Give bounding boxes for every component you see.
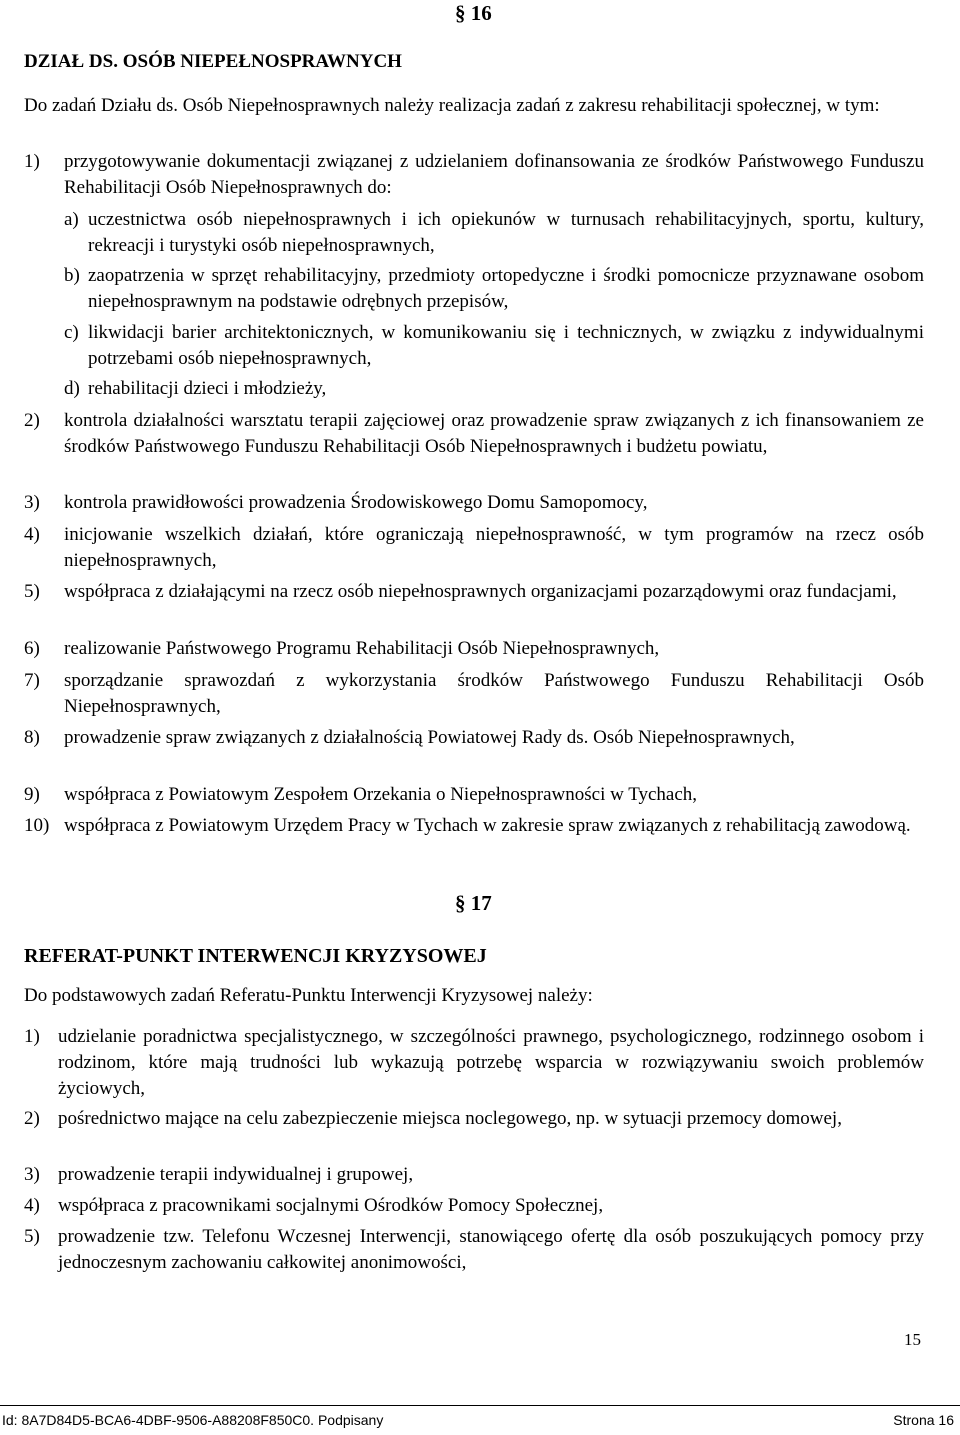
item-text: współpraca z Powiatowym Zespołem Orzekania o Niepełnosprawności w Tychach, — [64, 784, 698, 805]
list-item — [24, 636, 924, 662]
section-16-intro: Do zadań Działu ds. Osób Niepełnosprawnych należy realizacja zadań z zakresu rehabilitacji społecznej, w tym: — [24, 95, 880, 116]
page-number: 15 — [904, 1330, 921, 1349]
sub-list-item — [64, 263, 924, 315]
list-item — [24, 490, 924, 516]
item-number: 5) — [24, 581, 40, 602]
sub-list-item — [64, 320, 924, 372]
item-number: 5) — [24, 1226, 40, 1247]
list-item — [24, 813, 924, 839]
list-item — [24, 522, 924, 574]
item-number: 6) — [24, 638, 40, 659]
item-text: realizowanie Państwowego Programu Rehabilitacji Osób Niepełnosprawnych, — [64, 638, 660, 659]
item-number: 4) — [24, 524, 40, 545]
sub-item-letter: a) — [64, 209, 79, 230]
item-number: 2) — [24, 1108, 40, 1129]
section-16-heading: DZIAŁ DS. OSÓB NIEPEŁNOSPRAWNYCH — [24, 51, 402, 72]
item-text: prowadzenie terapii indywidualnej i grupowej, — [58, 1164, 414, 1185]
list-item — [24, 1193, 924, 1219]
list-item — [24, 668, 924, 720]
list-item — [24, 149, 924, 201]
item-text: udzielanie poradnictwa specjalistycznego, w szczególności prawnego, psychologicznego, rodzinnego osobom i rodzinom, które mają trudności lub wykazują potrzebę wsparcia w rozwiązywaniu swoich problemów życiowych, — [58, 1026, 924, 1099]
list-item — [24, 408, 924, 460]
section-17-symbol: § 17 — [455, 891, 492, 915]
sub-item-text: likwidacji barier architektonicznych, w komunikowaniu się i technicznych, w związku z indywidualnymi potrzebami osób niepełnosprawnych, — [88, 322, 924, 369]
item-text: prowadzenie spraw związanych z działalnością Powiatowej Rady ds. Osób Niepełnosprawnych, — [64, 727, 795, 748]
item-text: kontrola prawidłowości prowadzenia Środowiskowego Domu Samopomocy, — [64, 492, 648, 513]
footer-id: Id: 8A7D84D5-BCA6-4DBF-9506-A88208F850C0. Podpisany — [2, 1412, 384, 1428]
item-text: inicjowanie wszelkich działań, które ograniczają niepełnosprawność, w tym programów na rzecz osób niepełnosprawnych, — [64, 524, 924, 571]
item-number: 1) — [24, 1026, 40, 1047]
sub-item-letter: c) — [64, 322, 79, 343]
list-item — [24, 579, 924, 605]
item-text: sporządzanie sprawozdań z wykorzystania środków Państwowego Funduszu Rehabilitacji Osób Niepełnosprawnych, — [64, 670, 924, 717]
item-number: 3) — [24, 1164, 40, 1185]
item-text: prowadzenie tzw. Telefonu Wczesnej Interwencji, stanowiącego ofertę dla osób poszukujących pomocy przy jednoczesnym zachowaniu całkowitej anonimowości, — [58, 1226, 924, 1273]
item-number: 2) — [24, 410, 40, 431]
sub-item-letter: b) — [64, 265, 80, 286]
footer-page: Strona 16 — [893, 1412, 954, 1428]
item-number: 4) — [24, 1195, 40, 1216]
item-text: kontrola działalności warsztatu terapii zajęciowej oraz prowadzenie spraw związanych z ich finansowaniem ze środków Państwowego Funduszu Rehabilitacji Osób Niepełnosprawnych i budżetu powiatu, — [64, 410, 924, 457]
item-number: 3) — [24, 492, 40, 513]
section-17-intro: Do podstawowych zadań Referatu-Punktu Interwencji Kryzysowej należy: — [24, 985, 593, 1006]
item-number: 7) — [24, 670, 40, 691]
list-item — [24, 782, 924, 808]
sub-list-item — [64, 376, 924, 402]
sub-item-text: rehabilitacji dzieci i młodzieży, — [88, 378, 327, 399]
sub-item-letter: d) — [64, 378, 80, 399]
list-item — [24, 1224, 924, 1276]
footer-divider — [0, 1405, 960, 1406]
sub-list-item — [64, 207, 924, 259]
item-number: 9) — [24, 784, 40, 805]
item-text: pośrednictwo mające na celu zabezpieczenie miejsca noclegowego, np. w sytuacji przemocy domowej, — [58, 1108, 842, 1129]
sub-item-text: zaopatrzenia w sprzęt rehabilitacyjny, przedmioty ortopedyczne i środki pomocnicze przyznawane osobom niepełnosprawnym na podstawie odrębnych przepisów, — [88, 265, 924, 312]
item-text: współpraca z Powiatowym Urzędem Pracy w Tychach w zakresie spraw związanych z rehabilitacją zawodową. — [64, 815, 911, 836]
item-number: 8) — [24, 727, 40, 748]
list-item — [24, 725, 924, 751]
section-16-symbol: § 16 — [455, 1, 492, 25]
list-item — [24, 1024, 924, 1102]
list-item — [24, 1162, 924, 1188]
item-text: przygotowywanie dokumentacji związanej z udzielaniem dofinansowania ze środków Państwowego Funduszu Rehabilitacji Osób Niepełnosprawnych do: — [64, 151, 924, 198]
item-number: 1) — [24, 151, 40, 172]
list-item — [24, 1106, 924, 1132]
item-text: współpraca z działającymi na rzecz osób niepełnosprawnych organizacjami pozarządowymi oraz fundacjami, — [64, 581, 897, 602]
item-text: współpraca z pracownikami socjalnymi Ośrodków Pomocy Społecznej, — [58, 1195, 604, 1216]
item-number: 10) — [24, 815, 50, 836]
section-17-heading: REFERAT-PUNKT INTERWENCJI KRYZYSOWEJ — [24, 945, 487, 967]
sub-item-text: uczestnictwa osób niepełnosprawnych i ich opiekunów w turnusach rehabilitacyjnych, sportu, kultury, rekreacji i turystyki osób niepełnosprawnych, — [88, 209, 924, 256]
